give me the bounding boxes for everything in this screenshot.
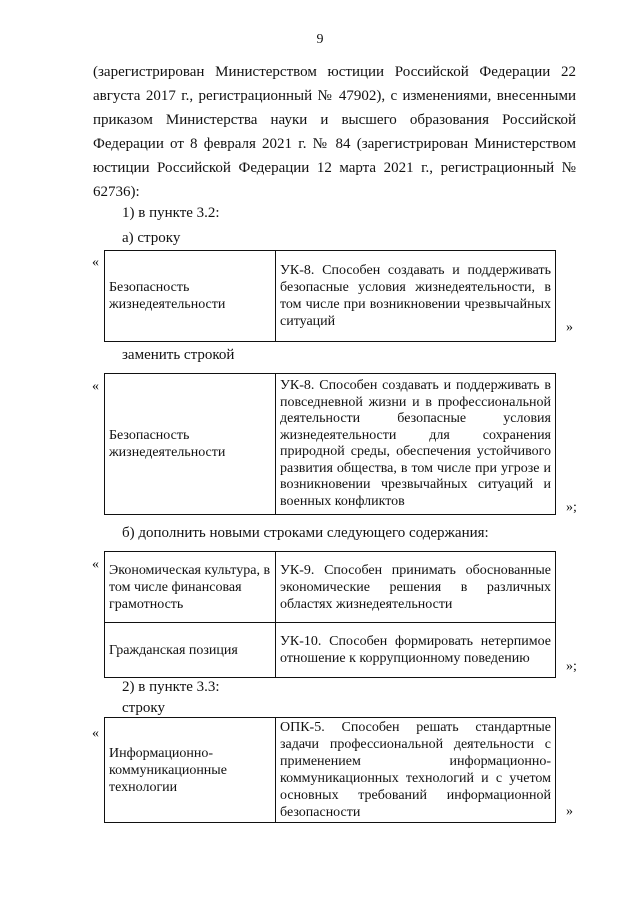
table-cell-competence: УК-8. Способен создавать и поддерживать в повседневной жизни и в профессиональной деятельности безопасные условия жизнедеятельности для сохранения природной среды, обеспечения устойчивого развития общества, в том числе при угрозе и возникновении чрезвычайных ситуаций и военных конфликтов xyxy=(276,374,556,515)
table-new-row-uk8 xyxy=(104,373,556,515)
table-cell-competence: ОПК-5. Способен решать стандартные задачи профессиональной деятельности с применением информационно-коммуникационных технологий и с учетом основных требований информационной безопасности xyxy=(276,718,556,823)
table-cell-competence: УК-9. Способен принимать обоснованные экономические решения в различных областях жизнедеятельности xyxy=(276,552,556,623)
intro-text: (зарегистрирован Министерством юстиции Российской Федерации 22 августа 2017 г., регистрационный № 47902), с изменениями, внесенными приказом Министерства науки и высшего образования Российской Федерации от 8 февраля 2021 г. № 84 (зарегистрирован Министерством юстиции Российской Федерации 12 марта 2021 г., регистрационный № 62736): xyxy=(93,64,576,200)
intro-paragraph xyxy=(93,60,576,204)
table-cell-competence: УК-8. Способен создавать и поддерживать безопасные условия жизнедеятельности, в том числе при возникновении чрезвычайных ситуаций xyxy=(276,251,556,342)
open-quote-3: « xyxy=(92,557,99,572)
open-quote-4: « xyxy=(92,726,99,741)
page-number: 9 xyxy=(316,32,324,47)
item-a-row: а) строку xyxy=(122,230,181,246)
item-point-3-2: 1) в пункте 3.2: xyxy=(122,205,220,221)
close-quote-3: »; xyxy=(566,659,577,674)
close-quote-1: » xyxy=(566,320,573,335)
replace-with-row: заменить строкой xyxy=(122,347,235,363)
item-b-add-rows: б) дополнить новыми строками следующего содержания: xyxy=(122,525,489,541)
table-old-row-uk8 xyxy=(104,250,556,342)
table-cell-discipline: Безопасность жизнедеятельности xyxy=(105,374,276,515)
table-old-row-opk5 xyxy=(104,717,556,823)
item-point-3-3: 2) в пункте 3.3: xyxy=(122,679,220,695)
table-cell-discipline: Безопасность жизнедеятельности xyxy=(105,251,276,342)
close-quote-2: »; xyxy=(566,500,577,515)
table-cell-discipline: Экономическая культура, в том числе финансовая грамотность xyxy=(105,552,276,623)
open-quote-1: « xyxy=(92,255,99,270)
close-quote-4: » xyxy=(566,804,573,819)
table-cell-discipline: Информационно-коммуникационные технологии xyxy=(105,718,276,823)
item-row: строку xyxy=(122,700,165,716)
table-added-rows xyxy=(104,551,556,678)
table-cell-competence: УК-10. Способен формировать нетерпимое отношение к коррупционному поведению xyxy=(276,623,556,678)
table-cell-discipline: Гражданская позиция xyxy=(105,623,276,678)
open-quote-2: « xyxy=(92,379,99,394)
